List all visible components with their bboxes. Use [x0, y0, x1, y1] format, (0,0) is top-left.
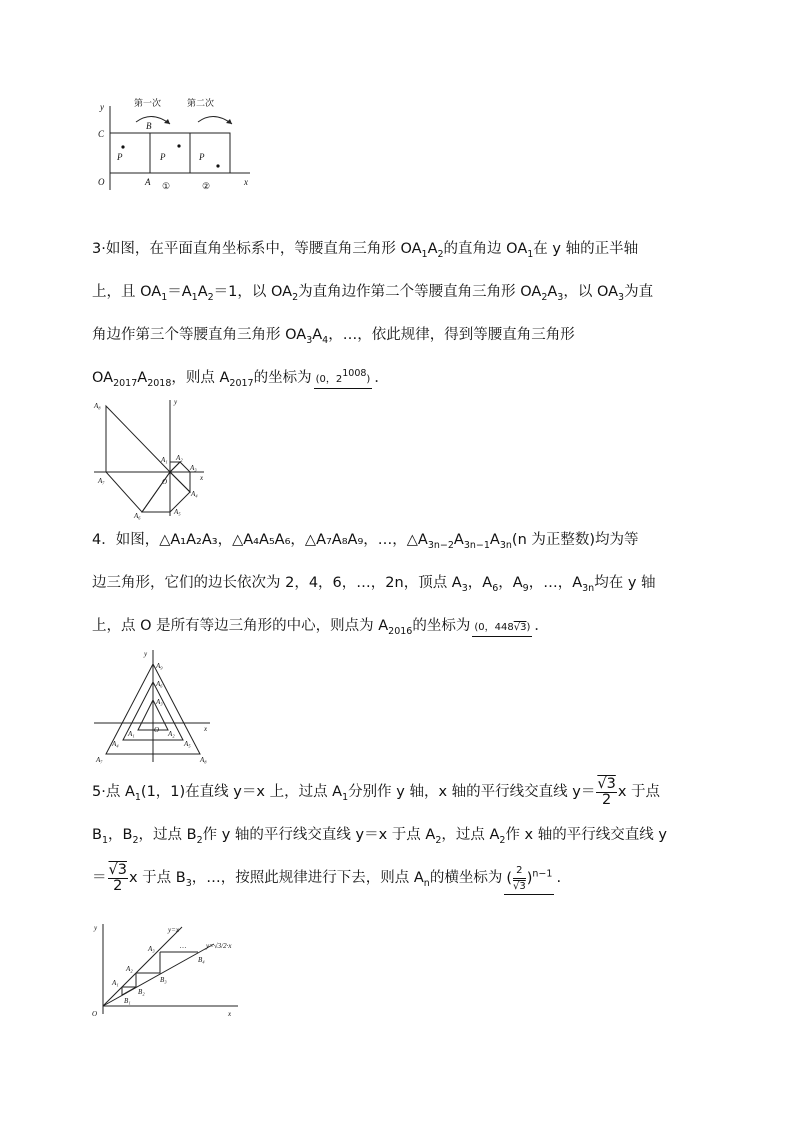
q4-line-2: 边三角形，它们的边长依次为 2，4，6，…，2n，顶点 $A_3$，$A_6$，$A_9$，…，$A_{3n}$均在 y 轴 [92, 575, 656, 594]
svg-text:O: O [162, 478, 168, 486]
label-y: y [100, 102, 104, 112]
svg-text:y=√3/2·x: y=√3/2·x [206, 942, 232, 950]
q3-line-1: 3·如图，在平面直角坐标系中，等腰直角三角形 $OA_1A_2$的直角边 $OA_1$在 y 轴的正半轴 [92, 241, 639, 260]
svg-text:A₂: A₂ [168, 730, 175, 738]
q5-staircase-figure [88, 918, 250, 1022]
label-p1: P [117, 152, 123, 162]
point-p2 [177, 144, 180, 147]
q3-answer: (0，$2^{1008}$) [314, 366, 373, 389]
label-step1: 第一次 [134, 98, 162, 108]
q3-line-3: 角边作第三个等腰直角三角形 $OA_3A_4$，…，依此规律，得到等腰直角三角形 [92, 327, 575, 346]
q3-line-2: 上，且 $OA_1=A_1A_2=1$，以 $OA_2$为直角边作第二个等腰直角三角形 $OA_2A_3$，以 $OA_3$为直 [92, 284, 654, 303]
svg-text:O: O [92, 1010, 98, 1018]
q5-answer: ( $\frac{2}{√3}$ )$^{n-1}$ [504, 863, 554, 895]
question-3 [92, 228, 712, 400]
q5-fraction: $\frac{√3}{2}$ [597, 775, 616, 808]
svg-text:A₂: A₂ [176, 454, 183, 462]
question-4 [92, 519, 712, 648]
svg-text:y: y [144, 650, 148, 658]
label-o: O [98, 177, 105, 187]
q5-fraction-2: $\frac{√3}{2}$ [108, 861, 127, 894]
svg-text:B₄: B₄ [198, 956, 205, 964]
svg-text:A₄: A₄ [191, 490, 198, 498]
svg-text:A₁: A₁ [128, 730, 135, 738]
question-5 [92, 771, 712, 900]
label-b: B [146, 121, 152, 131]
label-a: A [145, 177, 151, 187]
svg-text:A₅: A₅ [184, 740, 191, 748]
q5-line-3: ＝ $\frac{√3}{2}$ x 于点 $B_3$，…，按照此规律进行下去，则点 $A_n$的横坐标为 ( $\frac{2}{√3}$ )$^{n-1}$ . [92, 861, 562, 894]
label-p3: P [199, 152, 205, 162]
q4-line-3: 上，点 O 是所有等边三角形的中心，则点为 $A_{2016}$的坐标为 (0，448√3) ． [92, 618, 549, 637]
svg-text:A₇: A₇ [98, 477, 105, 485]
point-p1 [121, 145, 124, 148]
label-p2: P [160, 152, 166, 162]
q3-line-4: $OA_{2017}A_{2018}$，则点 $A_{2017}$的坐标为 (0，$2^{1008}$) ． [92, 368, 389, 389]
svg-text:A₄: A₄ [112, 740, 119, 748]
svg-text:A₈: A₈ [200, 756, 207, 764]
svg-text:x: x [200, 474, 204, 482]
svg-text:B₁: B₁ [124, 997, 131, 1005]
point-p3 [216, 164, 219, 167]
svg-text:A₆: A₆ [156, 680, 163, 688]
q4-answer: (0，448√3) [472, 618, 532, 637]
q4-line-1: 4．如图，△A₁A₂A₃，△A₄A₅A₆，△A₇A₈A₉，…，$\triangle A_{3n-2}A_{3n-1}A_{3n}(n$ 为正整数)均为等 [92, 532, 639, 551]
rolling-rectangle-figure [90, 92, 260, 196]
svg-text:x: x [204, 725, 208, 733]
label-circle2: ② [202, 181, 211, 191]
rectangle-initial [110, 133, 150, 173]
svg-text:A₉: A₉ [156, 662, 163, 670]
q3-spiral-triangles-figure [90, 396, 208, 520]
svg-text:y=x: y=x [168, 926, 179, 934]
svg-text:A₅: A₅ [174, 508, 181, 516]
svg-text:O: O [154, 726, 160, 734]
q5-line-2: $B_1$，$B_2$，过点 $B_2$作 y 轴的平行线交直线 y＝x 于点 $A_2$，过点 $A_2$作 x 轴的平行线交直线 y [92, 827, 667, 846]
line-y-sqrt3-over-2-x [103, 944, 214, 1006]
svg-text:A₈: A₈ [94, 402, 101, 410]
svg-text:B₃: B₃ [160, 976, 167, 984]
label-x: x [244, 177, 248, 187]
label-c: C [98, 129, 105, 139]
svg-text:A₃: A₃ [148, 945, 155, 953]
svg-text:A₁: A₁ [112, 979, 119, 987]
svg-text:B₂: B₂ [138, 988, 145, 996]
svg-text:A₂: A₂ [126, 965, 133, 973]
svg-text:A₇: A₇ [96, 756, 103, 764]
label-circle1: ① [162, 181, 171, 191]
svg-text:y: y [174, 398, 178, 406]
svg-text:x: x [228, 1010, 232, 1018]
svg-text:A₃: A₃ [190, 464, 197, 472]
svg-text:…: … [180, 942, 187, 950]
q5-line-1: 5·点 $A_1(1$，1)在直线 y＝x 上，过点 $A_1$分别作 y 轴，x 轴的平行线交直线 y＝ $\frac{√3}{2}$ x 于点 [92, 775, 661, 808]
rectangle-step1 [150, 133, 190, 173]
svg-text:A₁: A₁ [161, 456, 168, 464]
rectangle-step2 [190, 133, 230, 173]
label-step2: 第二次 [187, 98, 215, 108]
svg-text:A₃: A₃ [156, 698, 163, 706]
svg-text:y: y [94, 924, 98, 932]
svg-text:A₆: A₆ [134, 512, 141, 520]
q4-equilateral-triangles-figure [90, 646, 214, 768]
